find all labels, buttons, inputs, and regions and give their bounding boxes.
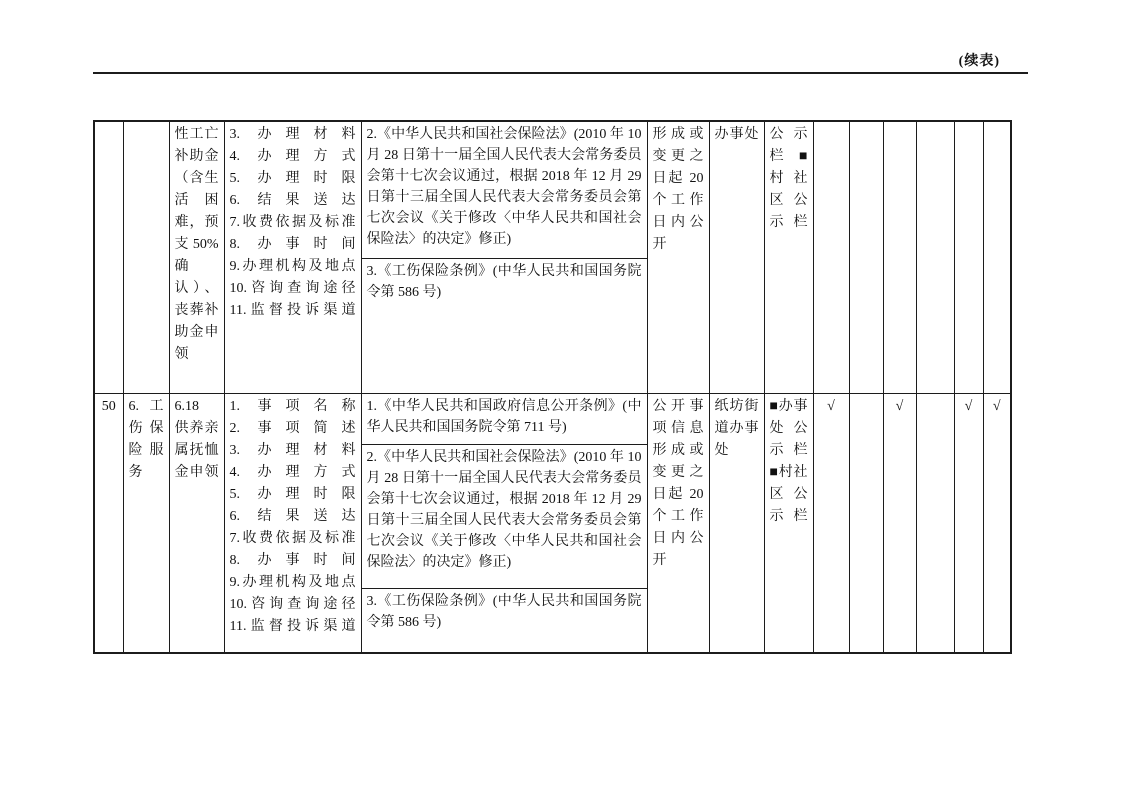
element-item: 9.办理机构及地点 [229,574,356,590]
element-item: 8. 办事时间 [229,552,356,568]
element-item: 5. 办理时限 [229,171,356,186]
item-name: 性工亡补助金（含生活困难，预支 50%确认）、丧葬补助金申领 [174,127,219,362]
cell-category [123,121,169,393]
cell-publish-time: 形成或变更之日起 20 个工作日内公开 [647,121,709,393]
cell-item [169,121,224,393]
element-item: 6. 结果送达 [229,508,356,524]
element-item: 5. 办理时限 [229,486,356,502]
cell-check: √ [954,393,983,653]
element-item: 1. 事项名称 [229,398,356,414]
cell-office: 办事处 [709,121,764,393]
element-item: 4. 办理方式 [229,149,356,164]
element-item: 7.收费依据及标准 [229,530,356,546]
cell-item [169,393,224,653]
legal-basis-item: 2.《中华人民共和国社会保险法》(2010 年 10 月 28 日第十一届全国人民代表大会常务委员会第十七次会议通过，根据 2018 年 12 月 29 日第十三届全国人民代表大会常务委员会第七次会议《关于修改〈中华人民共和国社会保险法〉的决定》修正) [362,122,647,259]
item-name: 供养亲属抚恤金申领 [174,420,219,480]
table-row-50 [94,393,1011,653]
cell-legal-basis [361,393,647,653]
cell-check [954,121,983,393]
element-item: 6. 结果送达 [229,193,356,208]
element-item: 7.收费依据及标准 [229,215,356,230]
cell-seq: 50 [94,393,123,653]
cell-check [813,121,849,393]
cell-check [916,121,954,393]
cell-legal-basis [361,121,647,393]
cell-check: √ [983,393,1011,653]
element-item: 10.咨询查询途径 [229,281,356,296]
cell-check [983,121,1011,393]
cell-check [916,393,954,653]
cell-check [849,393,883,653]
element-item: 4. 办理方式 [229,464,356,480]
item-number: 6.18 [174,398,199,414]
cell-category: 6.工伤保险服务 [123,393,169,653]
cell-seq [94,121,123,393]
continued-table-label: (续表) [958,54,1000,69]
legal-basis-item: 3.《工伤保险条例》(中华人民共和国国务院令第 586 号) [366,264,642,300]
element-item: 10.咨询查询途径 [229,596,356,612]
cell-check: √ [883,393,916,653]
element-item: 9.办理机构及地点 [229,259,356,274]
element-item: 3. 办理材料 [229,127,356,142]
element-item: 3. 办理材料 [229,442,356,458]
header-rule [93,72,1028,74]
cell-check: √ [813,393,849,653]
cell-check [883,121,916,393]
cell-check [849,121,883,393]
cell-publicity-channels: ■办事处公示栏 ■村社区公示栏 [764,393,813,653]
element-item: 8. 办事时间 [229,237,356,252]
cell-elements [224,393,361,653]
cell-elements [224,121,361,393]
cell-office: 纸坊街道办事处 [709,393,764,653]
disclosure-table [93,120,1012,654]
element-item: 11.监督投诉渠道 [229,303,356,318]
element-item: 2. 事项简述 [229,420,356,436]
legal-basis-item: 3.《工伤保险条例》(中华人民共和国国务院令第 586 号) [366,593,642,630]
element-item: 11.监督投诉渠道 [229,618,356,634]
table-row-continued [94,121,1011,393]
legal-basis-item: 2.《中华人民共和国社会保险法》(2010 年 10 月 28 日第十一届全国人民代表大会常务委员会第十七次会议通过，根据 2018 年 12 月 29 日第十三届全国人民代表大会常务委员会第七次会议《关于修改〈中华人民共和国社会保险法〉的决定》修正) [362,445,647,589]
legal-basis-item: 1.《中华人民共和国政府信息公开条例》(中华人民共和国国务院令第 711 号) [362,394,647,445]
cell-publicity-channels: 公示栏 ■村社区公示栏 [764,121,813,393]
cell-publish-time: 公开事项信息形成或变更之日起 20 个工作日内公开 [647,393,709,653]
